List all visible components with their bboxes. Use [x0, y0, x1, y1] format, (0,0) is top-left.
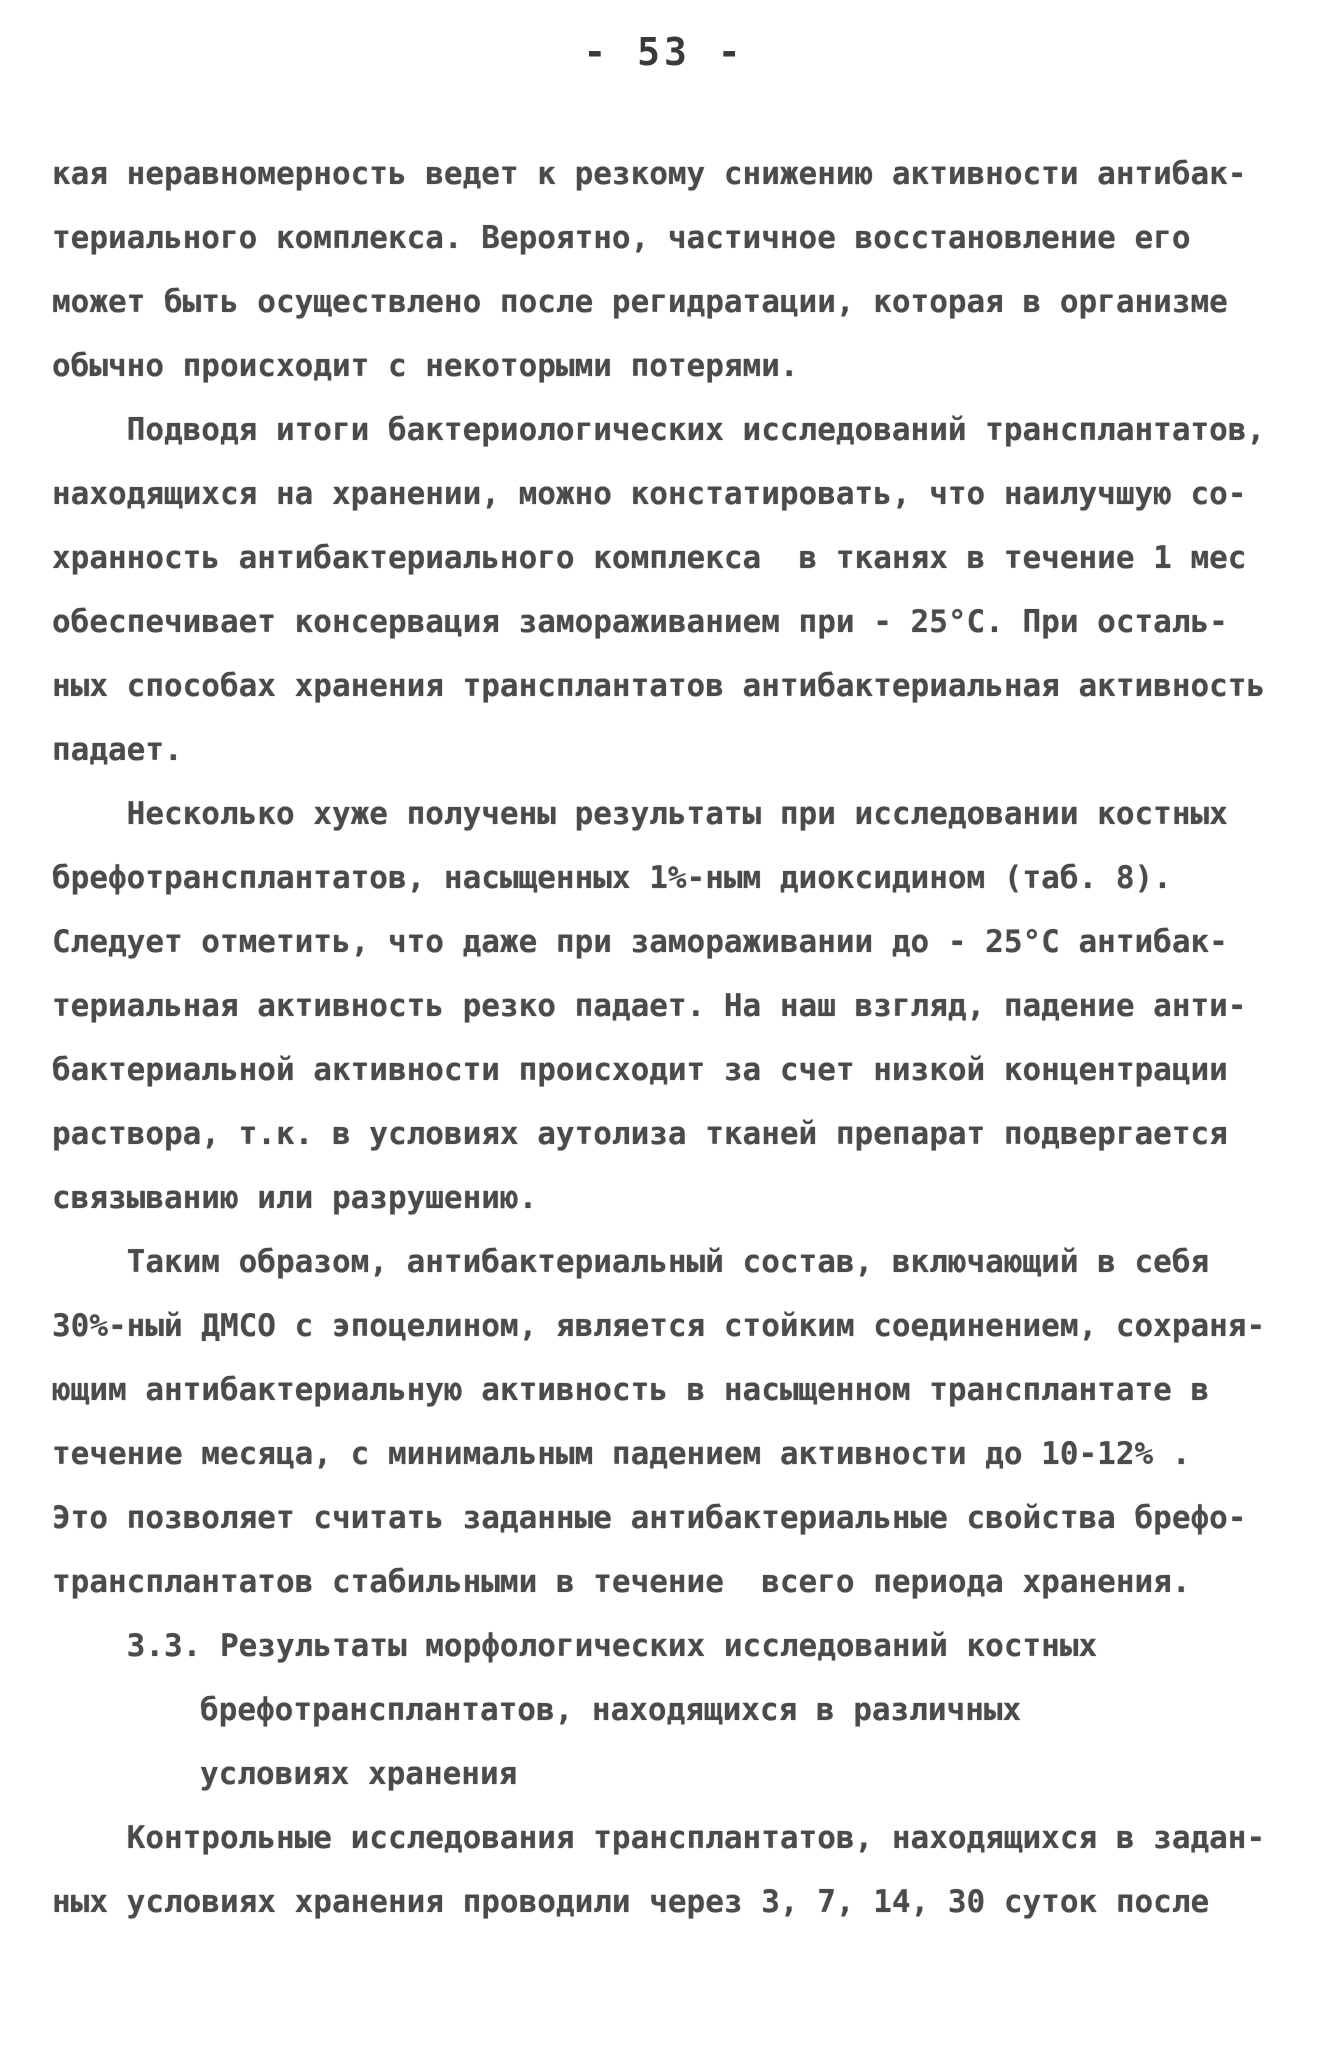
text-line: раствора, т.к. в условиях аутолиза тканей препарат подвергается	[52, 1116, 1228, 1152]
text-line: 30%-ный ДМСО с эпоцелином, является стойким соединением, сохраня-	[52, 1308, 1266, 1344]
text-line: кая неравномерность ведет к резкому снижению активности антибак-	[52, 156, 1247, 192]
text-line: трансплантатов стабильными в течение всего периода хранения.	[52, 1564, 1191, 1600]
text-line: ных способах хранения трансплантатов антибактериальная активность	[52, 668, 1266, 704]
text-line: брефотрансплантатов, насыщенных 1%-ным диоксидином (таб. 8).	[52, 860, 1172, 896]
text-line: может быть осуществлено после регидратации, которая в организме	[52, 284, 1228, 320]
text-line: Это позволяет считать заданные антибактериальные свойства брефо-	[52, 1500, 1247, 1536]
text-line: Несколько хуже получены результаты при исследовании костных	[52, 796, 1228, 832]
text-line: териального комплекса. Вероятно, частичное восстановление его	[52, 220, 1191, 256]
text-line: териальная активность резко падает. На наш взгляд, падение анти-	[52, 988, 1247, 1024]
text-line: ющим антибактериальную активность в насыщенном трансплантате в	[52, 1372, 1210, 1408]
section-title-line: условиях хранения	[200, 1756, 518, 1792]
text-line: обеспечивает консервация замораживанием при - 25°С. При осталь-	[52, 604, 1228, 640]
text-line: течение месяца, с минимальным падением активности до 10-12% .	[52, 1436, 1191, 1472]
text-line: Таким образом, антибактериальный состав, включающий в себя	[52, 1244, 1210, 1280]
text-line: находящихся на хранении, можно констатировать, что наилучшую со-	[52, 476, 1247, 512]
text-line: Следует отметить, что даже при замораживании до - 25°С антибак-	[52, 924, 1228, 960]
paragraph-2	[52, 398, 1282, 782]
text-line: Подводя итоги бактериологических исследований трансплантатов,	[52, 412, 1266, 448]
section-title-line: 3.3. Результаты морфологических исследований костных	[52, 1628, 1098, 1664]
section-heading	[52, 1614, 1282, 1806]
section-title-line: брефотрансплантатов, находящихся в различных	[200, 1692, 1022, 1728]
paragraph-5	[52, 1806, 1282, 1934]
text-line: Контрольные исследования трансплантатов, находящихся в задан-	[52, 1820, 1266, 1856]
text-line: ных условиях хранения проводили через 3, 7, 14, 30 суток после	[52, 1884, 1210, 1920]
text-line: связыванию или разрушению.	[52, 1180, 538, 1216]
text-line: обычно происходит с некоторыми потерями.	[52, 348, 799, 384]
page-number: - 53 -	[583, 30, 745, 74]
body-text	[52, 142, 1282, 1934]
paragraph-1	[52, 142, 1282, 398]
paragraph-3	[52, 782, 1282, 1230]
text-line: бактериальной активности происходит за счет низкой концентрации	[52, 1052, 1228, 1088]
text-line: хранность антибактериального комплекса в тканях в течение 1 мес	[52, 540, 1247, 576]
text-line: падает.	[52, 732, 183, 768]
paragraph-4	[52, 1230, 1282, 1614]
